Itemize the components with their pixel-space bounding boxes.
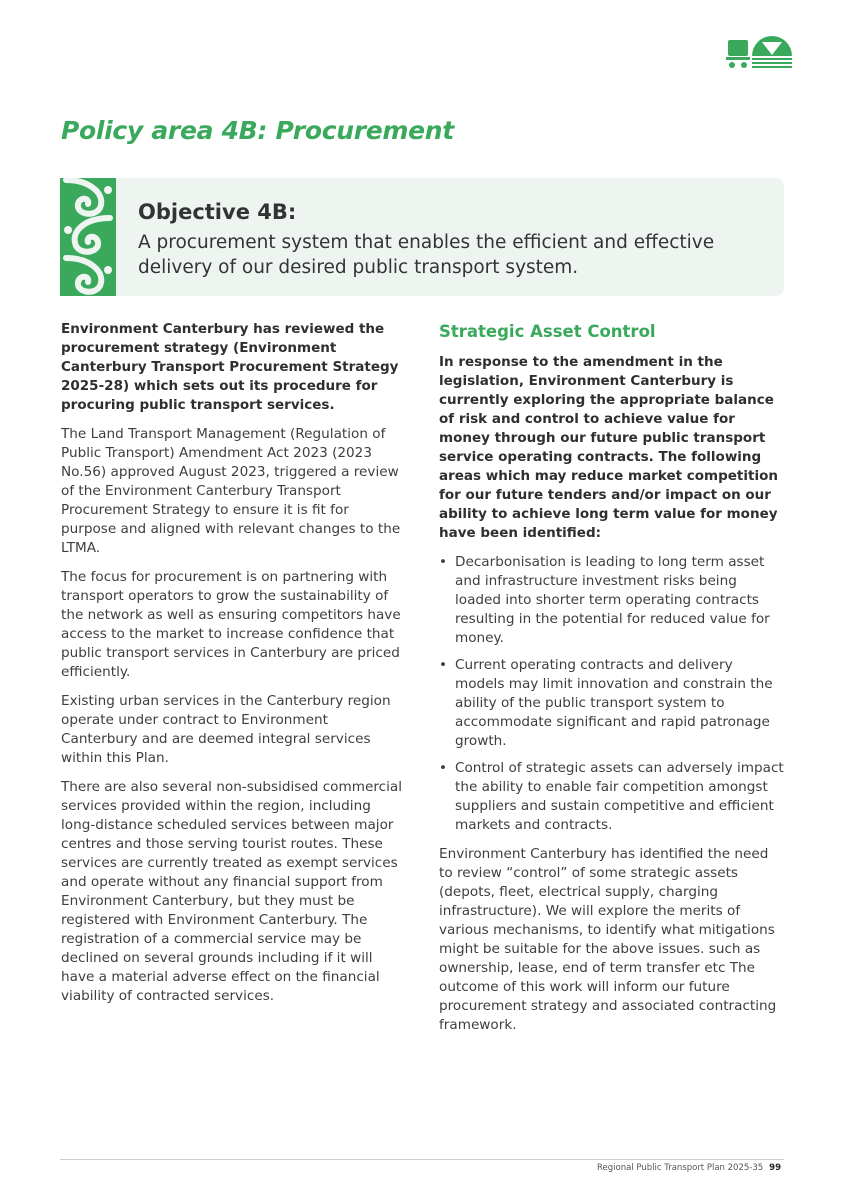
right-lead-paragraph: In response to the amendment in the legislation, Environment Canterbury is currently exploring the appropriate balance of risk and control to achieve value for money through our future public transport service operating contracts. The following areas which may reduce market competition for our future tenders and/or impact on our ability to achieve long term value for money have been identified: [439,354,778,541]
list-item [439,656,785,751]
section-heading: Strategic Asset Control [439,322,656,341]
objective-text: A procurement system that enables the efficient and effective delivery of our desired public transport system. [138,232,715,278]
page-number: 99 [769,1163,781,1173]
koru-pattern-icon [60,178,116,296]
bullet-icon: • [439,554,448,570]
bullet-list [439,553,785,835]
closing-paragraph: Environment Canterbury has identified the need to review “control” of some strategic assets (depots, fleet, electrical supply, charging infrastructure). We will explore the merits of various mechanisms, to identify what mitigations might be suitable for the above issues. such as ownership, lease, end of term transfer etc The outcome of this work will inform our future procurement strategy and associated contracting framework. [439,846,777,1033]
list-item [439,759,785,835]
footer-divider [60,1159,784,1160]
list-item-text: Decarbonisation is leading to long term asset and infrastructure investment risks being loaded into shorter term operating contracts resulting in the potential for reduced value for money. [455,554,770,646]
left-lead-paragraph: Environment Canterbury has reviewed the procurement strategy (Environment Canterbury Transport Procurement Strategy 2025-28) which sets out its procedure for procuring public transport services. [61,321,399,413]
bullet-icon: • [439,657,448,673]
document-name: Regional Public Transport Plan 2025-35 [597,1163,764,1173]
body-paragraph: There are also several non-subsidised commercial services provided within the region, including long-distance scheduled services between major centres and those serving tourist routes. These services are currently treated as exempt services and operate without any financial support from Environment Canterbury, but they must be registered with Environment Canterbury. The registration of a commercial service may be declined on several grounds including if it will have a material adverse effect on the financial viability of contracted services. [61,779,402,1004]
body-paragraph: Existing urban services in the Canterbury region operate under contract to Environment Canterbury and are deemed integral services within this Plan. [61,693,391,766]
page-title: Policy area 4B: Procurement [61,116,454,145]
list-item-text: Current operating contracts and delivery models may limit innovation and constrain the ability of the public transport system to accommodate significant and rapid patronage growth. [455,657,773,749]
right-column [439,320,785,1045]
objective-heading: Objective 4B: [138,200,297,224]
footer [597,1163,781,1173]
left-column [61,320,407,1016]
transport-logo-icon [724,26,794,70]
body-paragraph: The Land Transport Management (Regulation of Public Transport) Amendment Act 2023 (2023 No.56) approved August 2023, triggered a review of the Environment Canterbury Transport Procurement Strategy to ensure it is fit for purpose and aligned with relevant changes to the LTMA. [61,426,401,556]
list-item-text: Control of strategic assets can adversely impact the ability to enable fair competition amongst suppliers and sustain competitive and efficient markets and contracts. [455,760,784,833]
objective-box [60,178,784,296]
list-item [439,553,785,648]
body-paragraph: The focus for procurement is on partnering with transport operators to grow the sustainability of the network as well as ensuring competitors have access to the market to increase confidence that public transport services in Canterbury are priced efficiently. [61,569,401,680]
bullet-icon: • [439,760,448,776]
